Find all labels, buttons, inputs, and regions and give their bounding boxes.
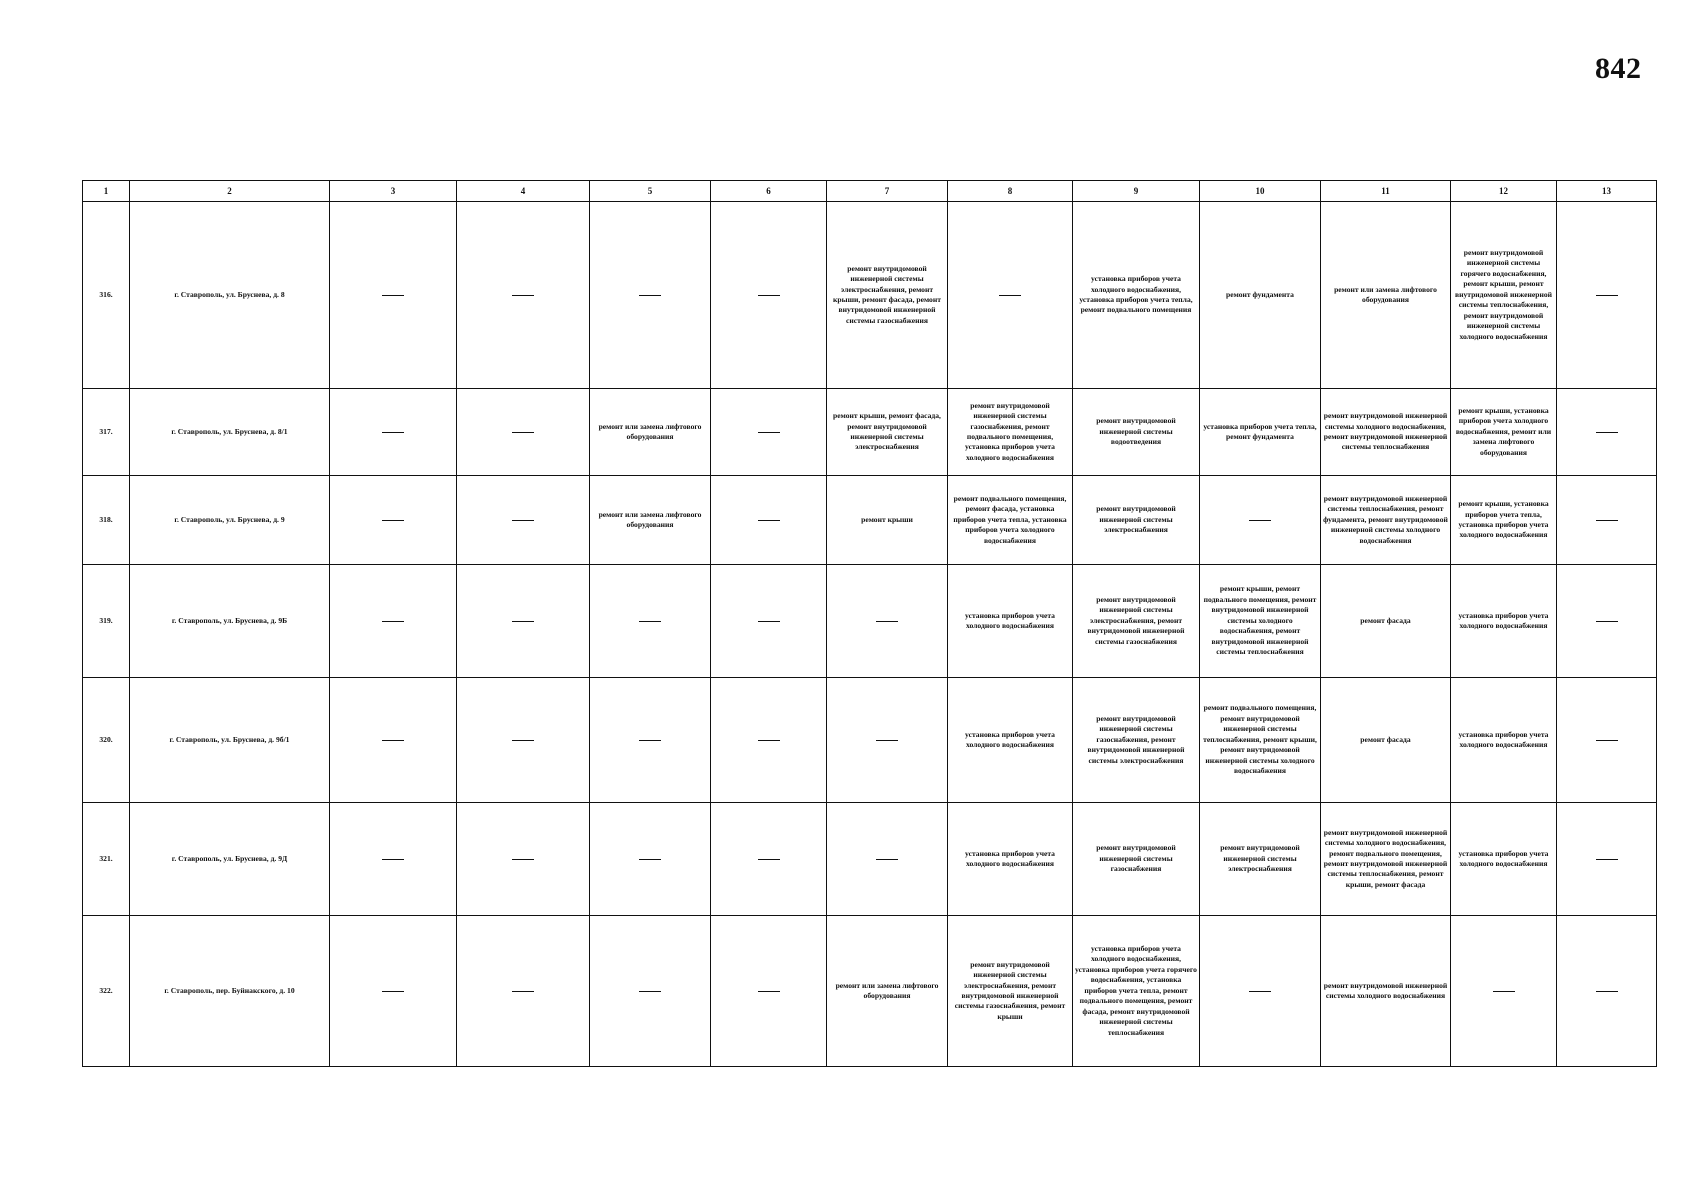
dash-mark [512, 621, 534, 622]
dash-mark [512, 859, 534, 860]
address-cell: г. Ставрополь, ул. Бруснева, д. 9 [130, 476, 330, 565]
empty-dash-cell [948, 202, 1073, 389]
address-cell: г. Ставрополь, ул. Бруснева, д. 9б/1 [130, 678, 330, 803]
dash-mark [512, 432, 534, 433]
row-number: 319. [83, 565, 130, 678]
work-type-cell: ремонт крыши, установка приборов учета тепла, установка приборов учета холодного водоснабжения [1451, 476, 1557, 565]
header-cell: 10 [1200, 181, 1321, 202]
address-cell: г. Ставрополь, пер. Буйнакского, д. 10 [130, 916, 330, 1067]
dash-mark [1596, 859, 1618, 860]
dash-mark [1493, 991, 1515, 992]
work-type-cell: ремонт фундамента [1200, 202, 1321, 389]
row-number: 322. [83, 916, 130, 1067]
empty-dash-cell [827, 678, 948, 803]
empty-dash-cell [1557, 202, 1657, 389]
row-number: 321. [83, 803, 130, 916]
header-cell: 11 [1321, 181, 1451, 202]
header-cell: 1 [83, 181, 130, 202]
dash-mark [999, 295, 1021, 296]
empty-dash-cell [711, 389, 827, 476]
work-type-cell: установка приборов учета холодного водоснабжения [948, 803, 1073, 916]
empty-dash-cell [1557, 916, 1657, 1067]
table-row [83, 678, 1657, 803]
work-type-cell: ремонт крыши, ремонт фасада, ремонт внутридомовой инженерной системы электроснабжения [827, 389, 948, 476]
dash-mark [512, 740, 534, 741]
work-type-cell: установка приборов учета холодного водоснабжения, установка приборов учета тепла, ремонт подвального помещения [1073, 202, 1200, 389]
header-cell: 13 [1557, 181, 1657, 202]
address-cell: г. Ставрополь, ул. Бруснева, д. 8 [130, 202, 330, 389]
header-cell: 4 [457, 181, 590, 202]
empty-dash-cell [330, 678, 457, 803]
work-type-cell: ремонт крыши, ремонт подвального помещения, ремонт внутридомовой инженерной системы холодного водоснабжения, ремонт внутридомовой инженерной системы теплоснабжения [1200, 565, 1321, 678]
dash-mark [758, 295, 780, 296]
work-type-cell: установка приборов учета холодного водоснабжения [1451, 565, 1557, 678]
dash-mark [512, 991, 534, 992]
dash-mark [639, 991, 661, 992]
header-cell: 9 [1073, 181, 1200, 202]
dash-mark [1249, 520, 1271, 521]
empty-dash-cell [330, 565, 457, 678]
empty-dash-cell [457, 678, 590, 803]
dash-mark [382, 740, 404, 741]
empty-dash-cell [1557, 803, 1657, 916]
work-type-cell: ремонт внутридомовой инженерной системы водоотведения [1073, 389, 1200, 476]
work-type-cell: ремонт или замена лифтового оборудования [590, 476, 711, 565]
work-type-cell: ремонт или замена лифтового оборудования [590, 389, 711, 476]
header-cell: 5 [590, 181, 711, 202]
page-number: 842 [1595, 52, 1642, 85]
empty-dash-cell [330, 916, 457, 1067]
empty-dash-cell [457, 389, 590, 476]
empty-dash-cell [457, 803, 590, 916]
work-type-cell: ремонт внутридомовой инженерной системы холодного водоснабжения [1321, 916, 1451, 1067]
address-cell: г. Ставрополь, ул. Бруснева, д. 9Б [130, 565, 330, 678]
dash-mark [512, 295, 534, 296]
work-type-cell: ремонт фасада [1321, 565, 1451, 678]
empty-dash-cell [711, 803, 827, 916]
dash-mark [1596, 991, 1618, 992]
work-type-cell: ремонт внутридомовой инженерной системы газоснабжения, ремонт подвального помещения, установка приборов учета холодного водоснабжения [948, 389, 1073, 476]
empty-dash-cell [330, 803, 457, 916]
empty-dash-cell [590, 916, 711, 1067]
table-row [83, 803, 1657, 916]
empty-dash-cell [711, 565, 827, 678]
work-type-cell: установка приборов учета холодного водоснабжения [948, 678, 1073, 803]
work-type-cell: ремонт внутридомовой инженерной системы электроснабжения [1200, 803, 1321, 916]
work-type-cell: ремонт крыши, установка приборов учета холодного водоснабжения, ремонт или замена лифтового оборудования [1451, 389, 1557, 476]
empty-dash-cell [711, 476, 827, 565]
dash-mark [758, 991, 780, 992]
dash-mark [1596, 432, 1618, 433]
empty-dash-cell [827, 803, 948, 916]
work-type-cell: ремонт внутридомовой инженерной системы газоснабжения, ремонт внутридомовой инженерной системы электроснабжения [1073, 678, 1200, 803]
dash-mark [876, 859, 898, 860]
work-type-cell: ремонт внутридомовой инженерной системы электроснабжения [1073, 476, 1200, 565]
row-number: 317. [83, 389, 130, 476]
address-cell: г. Ставрополь, ул. Бруснева, д. 9Д [130, 803, 330, 916]
empty-dash-cell [1557, 389, 1657, 476]
empty-dash-cell [711, 916, 827, 1067]
dash-mark [1596, 740, 1618, 741]
header-cell: 3 [330, 181, 457, 202]
empty-dash-cell [1200, 916, 1321, 1067]
dash-mark [1596, 621, 1618, 622]
empty-dash-cell [1200, 476, 1321, 565]
empty-dash-cell [457, 916, 590, 1067]
empty-dash-cell [590, 678, 711, 803]
table-row [83, 389, 1657, 476]
work-type-cell: ремонт внутридомовой инженерной системы газоснабжения [1073, 803, 1200, 916]
dash-mark [1249, 991, 1271, 992]
empty-dash-cell [330, 202, 457, 389]
empty-dash-cell [590, 202, 711, 389]
work-type-cell: ремонт фасада [1321, 678, 1451, 803]
empty-dash-cell [711, 678, 827, 803]
work-type-cell: ремонт внутридомовой инженерной системы холодного водоснабжения, ремонт внутридомовой инженерной системы теплоснабжения [1321, 389, 1451, 476]
work-type-cell: ремонт или замена лифтового оборудования [827, 916, 948, 1067]
table-row [83, 202, 1657, 389]
work-type-cell: ремонт подвального помещения, ремонт внутридомовой инженерной системы теплоснабжения, ремонт крыши, ремонт внутридомовой инженерной системы холодного водоснабжения [1200, 678, 1321, 803]
dash-mark [639, 621, 661, 622]
table-row [83, 476, 1657, 565]
dash-mark [382, 432, 404, 433]
dash-mark [382, 859, 404, 860]
work-type-cell: установка приборов учета холодного водоснабжения, установка приборов учета горячего водоснабжения, установка приборов учета тепла, ремонт подвального помещения, ремонт фасада, ремонт внутридомовой инженерной системы теплоснабжения [1073, 916, 1200, 1067]
work-type-cell: ремонт внутридомовой инженерной системы горячего водоснабжения, ремонт крыши, ремонт внутридомовой инженерной системы теплоснабжения, ремонт внутридомовой инженерной системы холодного водоснабжения [1451, 202, 1557, 389]
column-number-header [83, 181, 1657, 202]
work-type-cell: установка приборов учета тепла, ремонт фундамента [1200, 389, 1321, 476]
dash-mark [639, 295, 661, 296]
empty-dash-cell [590, 803, 711, 916]
dash-mark [758, 621, 780, 622]
header-cell: 8 [948, 181, 1073, 202]
empty-dash-cell [457, 565, 590, 678]
header-cell: 2 [130, 181, 330, 202]
work-type-cell: ремонт внутридомовой инженерной системы холодного водоснабжения, ремонт подвального помещения, ремонт внутридомовой инженерной системы теплоснабжения, ремонт крыши, ремонт фасада [1321, 803, 1451, 916]
empty-dash-cell [711, 202, 827, 389]
dash-mark [876, 621, 898, 622]
dash-mark [382, 621, 404, 622]
empty-dash-cell [330, 389, 457, 476]
row-number: 318. [83, 476, 130, 565]
empty-dash-cell [457, 202, 590, 389]
dash-mark [639, 740, 661, 741]
header-cell: 12 [1451, 181, 1557, 202]
dash-mark [1596, 295, 1618, 296]
work-type-cell: ремонт или замена лифтового оборудования [1321, 202, 1451, 389]
work-type-cell: ремонт внутридомовой инженерной системы теплоснабжения, ремонт фундамента, ремонт внутридомовой инженерной системы холодного водоснабжения [1321, 476, 1451, 565]
dash-mark [758, 740, 780, 741]
work-type-cell: ремонт подвального помещения, ремонт фасада, установка приборов учета тепла, установка приборов учета холодного водоснабжения [948, 476, 1073, 565]
work-type-cell: установка приборов учета холодного водоснабжения [1451, 803, 1557, 916]
dash-mark [382, 991, 404, 992]
work-type-cell: ремонт внутридомовой инженерной системы электроснабжения, ремонт крыши, ремонт фасада, ремонт внутридомовой инженерной системы газоснабжения [827, 202, 948, 389]
dash-mark [758, 432, 780, 433]
empty-dash-cell [330, 476, 457, 565]
dash-mark [758, 859, 780, 860]
work-type-cell: установка приборов учета холодного водоснабжения [948, 565, 1073, 678]
dash-mark [639, 859, 661, 860]
empty-dash-cell [827, 565, 948, 678]
table-row [83, 565, 1657, 678]
work-type-cell: ремонт крыши [827, 476, 948, 565]
address-cell: г. Ставрополь, ул. Бруснева, д. 8/1 [130, 389, 330, 476]
empty-dash-cell [1451, 916, 1557, 1067]
empty-dash-cell [1557, 565, 1657, 678]
row-number: 316. [83, 202, 130, 389]
empty-dash-cell [590, 565, 711, 678]
row-number: 320. [83, 678, 130, 803]
empty-dash-cell [1557, 476, 1657, 565]
header-cell: 6 [711, 181, 827, 202]
header-cell: 7 [827, 181, 948, 202]
work-type-cell: ремонт внутридомовой инженерной системы электроснабжения, ремонт внутридомовой инженерной системы газоснабжения [1073, 565, 1200, 678]
empty-dash-cell [1557, 678, 1657, 803]
dash-mark [382, 520, 404, 521]
repair-schedule-table [82, 180, 1657, 1067]
dash-mark [382, 295, 404, 296]
empty-dash-cell [457, 476, 590, 565]
work-type-cell: ремонт внутридомовой инженерной системы электроснабжения, ремонт внутридомовой инженерной системы газоснабжения, ремонт крыши [948, 916, 1073, 1067]
dash-mark [876, 740, 898, 741]
dash-mark [758, 520, 780, 521]
dash-mark [512, 520, 534, 521]
table-row [83, 916, 1657, 1067]
work-type-cell: установка приборов учета холодного водоснабжения [1451, 678, 1557, 803]
dash-mark [1596, 520, 1618, 521]
